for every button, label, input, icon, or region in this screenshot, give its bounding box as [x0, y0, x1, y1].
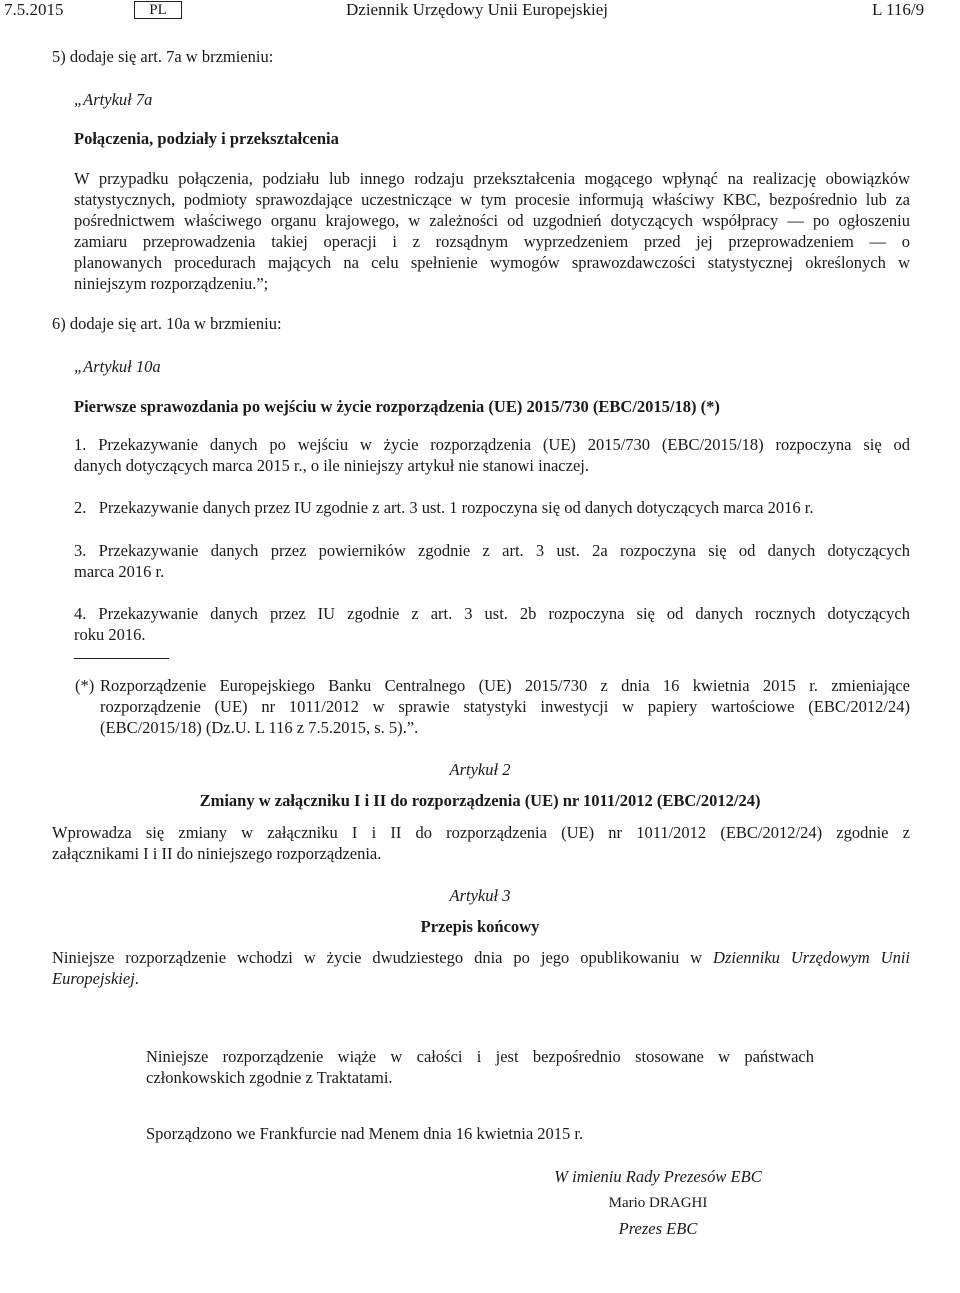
item6-paragraph-1: [74, 434, 910, 476]
footnote-line: (EBC/2015/18) (Dz.U. L 116 z 7.5.2015, s. 5).”.: [100, 718, 419, 737]
footnote-separator: [74, 658, 169, 659]
footnote-line: Rozporządzenie Europejskiego Banku Centralnego (UE) 2015/730 z dnia 16 kwietnia 2015 r. zmieniające: [100, 676, 910, 695]
journal-title: Dziennik Urzędowy Unii Europejskiej: [346, 0, 609, 19]
body-line: 2. Przekazywanie danych przez IU zgodnie z art. 3 ust. 1 rozpoczyna się od danych dotyczących marca 2016 r.: [74, 498, 814, 517]
language-badge: PL: [134, 1, 182, 19]
item5-intro: 5) dodaje się art. 7a w brzmieniu:: [52, 47, 274, 66]
body-text: .: [134, 969, 139, 988]
body-line: pośrednictwem właściwego organu krajowego, w zależności od uzgodnień dotyczących współpracy — po ogłoszeniu: [74, 211, 910, 230]
page-reference: L 116/9: [872, 0, 925, 19]
signatory-name: Mario DRAGHI: [608, 1195, 708, 1211]
article-2-label: Artykuł 2: [449, 760, 511, 779]
article-3-title: Przepis końcowy: [420, 917, 540, 936]
article-3-body: [52, 947, 910, 989]
body-line: statystycznych, podmioty sprawozdające uczestniczące w tym procesie informują właściwy KBC, bezpośrednio lub za: [74, 190, 910, 209]
item5-article-label: „Artykuł 7a: [74, 90, 153, 109]
body-text: Niniejsze rozporządzenie wchodzi w życie dwudziestego dnia po jego opublikowaniu w: [52, 948, 714, 967]
body-line: planowanych procedurach mających na celu spełnienie wymogów sprawozdawczości statystycznej określonych w: [74, 253, 910, 272]
done-at: Sporządzono we Frankfurcie nad Menem dnia 16 kwietnia 2015 r.: [146, 1124, 584, 1143]
item6-paragraph-3: [74, 540, 910, 582]
article-2-body: [52, 822, 910, 864]
body-line: roku 2016.: [74, 625, 146, 644]
item5-article-title: Połączenia, podziały i przekształcenia: [74, 129, 339, 148]
body-line: W przypadku połączenia, podziału lub innego rodzaju przekształcenia mogącego wpłynąć na realizację obowiązków: [74, 169, 910, 188]
body-line: [52, 968, 910, 989]
article-3-label: Artykuł 3: [449, 886, 511, 905]
footnote-line: rozporządzenie (UE) nr 1011/2012 w sprawie statystyki inwestycji w papiery wartościowe (EBC/2012/24): [100, 697, 910, 716]
body-line: 1. Przekazywanie danych po wejściu w życie rozporządzenia (UE) 2015/730 (EBC/2015/18) rozpoczyna się od: [74, 435, 910, 454]
item6-paragraph-4: [74, 603, 910, 645]
signatory-body: W imieniu Rady Prezesów EBC: [554, 1167, 762, 1186]
footnote-text: [100, 675, 910, 738]
item6-article-label: „Artykuł 10a: [74, 357, 161, 376]
journal-name-italic: Europejskiej: [52, 969, 135, 988]
journal-name-italic: Dzienniku Urzędowym Unii: [713, 948, 910, 967]
binding-clause: [146, 1046, 814, 1088]
body-line: Wprowadza się zmiany w załączniku I i II do rozporządzenia (UE) nr 1011/2012 (EBC/2012/24) zgodnie z: [52, 823, 910, 842]
footnote-mark: (*): [75, 676, 95, 695]
item5-body: [74, 168, 910, 294]
item6-article-title: Pierwsze sprawozdania po wejściu w życie rozporządzenia (UE) 2015/730 (EBC/2015/18) (*): [74, 397, 720, 416]
body-line: Niniejsze rozporządzenie wiąże w całości i jest bezpośrednio stosowane w państwach: [146, 1047, 814, 1066]
body-line: 3. Przekazywanie danych przez powierników zgodnie z art. 3 ust. 2a rozpoczyna się od danych dotyczących: [74, 541, 910, 560]
body-line: niniejszym rozporządzeniu.”;: [74, 274, 269, 293]
body-line: członkowskich zgodnie z Traktatami.: [146, 1068, 393, 1087]
body-line: 4. Przekazywanie danych przez IU zgodnie z art. 3 ust. 2b rozpoczyna się od danych rocznych dotyczących: [74, 604, 910, 623]
body-line: załącznikami I i II do niniejszego rozporządzenia.: [52, 844, 382, 863]
body-line: [52, 947, 910, 968]
article-2-title: Zmiany w załączniku I i II do rozporządzenia (UE) nr 1011/2012 (EBC/2012/24): [199, 791, 761, 810]
body-line: danych dotyczących marca 2015 r., o ile niniejszy artykuł nie stanowi inaczej.: [74, 456, 589, 475]
body-line: zamiaru przeprowadzenia takiej operacji i z rozsądnym wyprzedzeniem przed jej przeprowadzeniem — o: [74, 232, 910, 251]
header-date: 7.5.2015: [4, 0, 64, 19]
signatory-role: Prezes EBC: [618, 1219, 698, 1238]
item6-paragraph-2: [74, 497, 813, 518]
body-line: marca 2016 r.: [74, 562, 165, 581]
item6-intro: 6) dodaje się art. 10a w brzmieniu:: [52, 314, 282, 333]
